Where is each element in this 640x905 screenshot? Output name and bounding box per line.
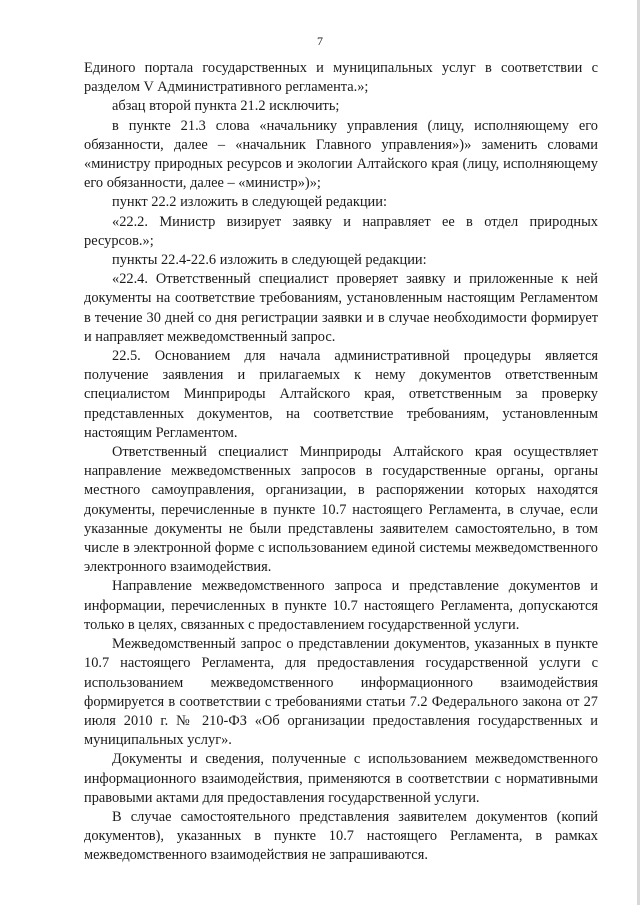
paragraph: в пункте 21.3 слова «начальнику управления (лицу, исполняющему его обязанности, далее – «начальник Главного управления»)» заменить словами «министру природных ресурсов и экологии Алтайского края (лицу, исполняющему его обязанности, далее – «министр»)»; (84, 117, 598, 192)
paragraph: 22.5. Основанием для начала административной процедуры является получение заявления и прилагаемых к нему документов ответственным специалистом Минприроды Алтайского края, ответственным за проверку представленных документов, на соответствие требованиям, установленным настоящим Регламентом. (84, 348, 598, 441)
paragraph: Документы и сведения, полученные с использованием межведомственного информационного взаимодействия, применяются в соответствии с нормативными правовыми актами для предоставления государственной услуги. (84, 751, 598, 806)
paragraph: Межведомственный запрос о представлении документов, указанных в пункте 10.7 настоящего Регламента, для предоставления государственной услуги с использованием межведомственного информационного взаимодействия формируется в соответствии с требованиями статьи 7.2 Федерального закона от 27 июля 2010 г. № 210-ФЗ «Об организации предоставления государственных и муниципальных услуг». (84, 636, 598, 749)
paragraph: абзац второй пункта 21.2 исключить; (112, 98, 340, 115)
page-number: 7 (317, 34, 323, 48)
paragraph: «22.4. Ответственный специалист проверяет заявку и приложенные к ней документы на соответствие требованиям, установленным настоящим Регламентом в течение 30 дней со дня регистрации заявки и в случае необходимости формирует и направляет межведомственный запрос. (84, 271, 598, 345)
paragraph-continuation: Единого портала государственных и муниципальных услуг в соответствии с разделом V Административного регламента.»; (84, 60, 598, 96)
paragraph: пункт 22.2 изложить в следующей редакции: (112, 194, 387, 211)
paragraph: Направление межведомственного запроса и представление документов и информации, перечисленных в пункте 10.7 настоящего Регламента, допускаются только в целях, связанных с предоставлением государственной услуги. (84, 578, 598, 633)
paragraph: В случае самостоятельного представления заявителем документов (копий документов), указанных в пункте 10.7 настоящего Регламента, в рамках межведомственного взаимодействия не запрашиваются. (84, 808, 598, 864)
paragraph: пункты 22.4-22.6 изложить в следующей редакции: (112, 252, 427, 269)
paragraph: «22.2. Министр визирует заявку и направляет ее в отдел природных ресурсов.»; (84, 213, 598, 249)
paragraph: Ответственный специалист Минприроды Алтайского края осуществляет направление межведомственных запросов в государственные органы, органы местного самоуправления, организации, в распоряжении которых находятся документы, перечисленные в пункте 10.7 настоящего Регламента, в случае, если указанные документы не были представлены заявителем самостоятельно, в том числе в электронной форме с использованием единой системы межведомственного электронного взаимодействия. (84, 444, 598, 576)
document-body (84, 59, 598, 866)
